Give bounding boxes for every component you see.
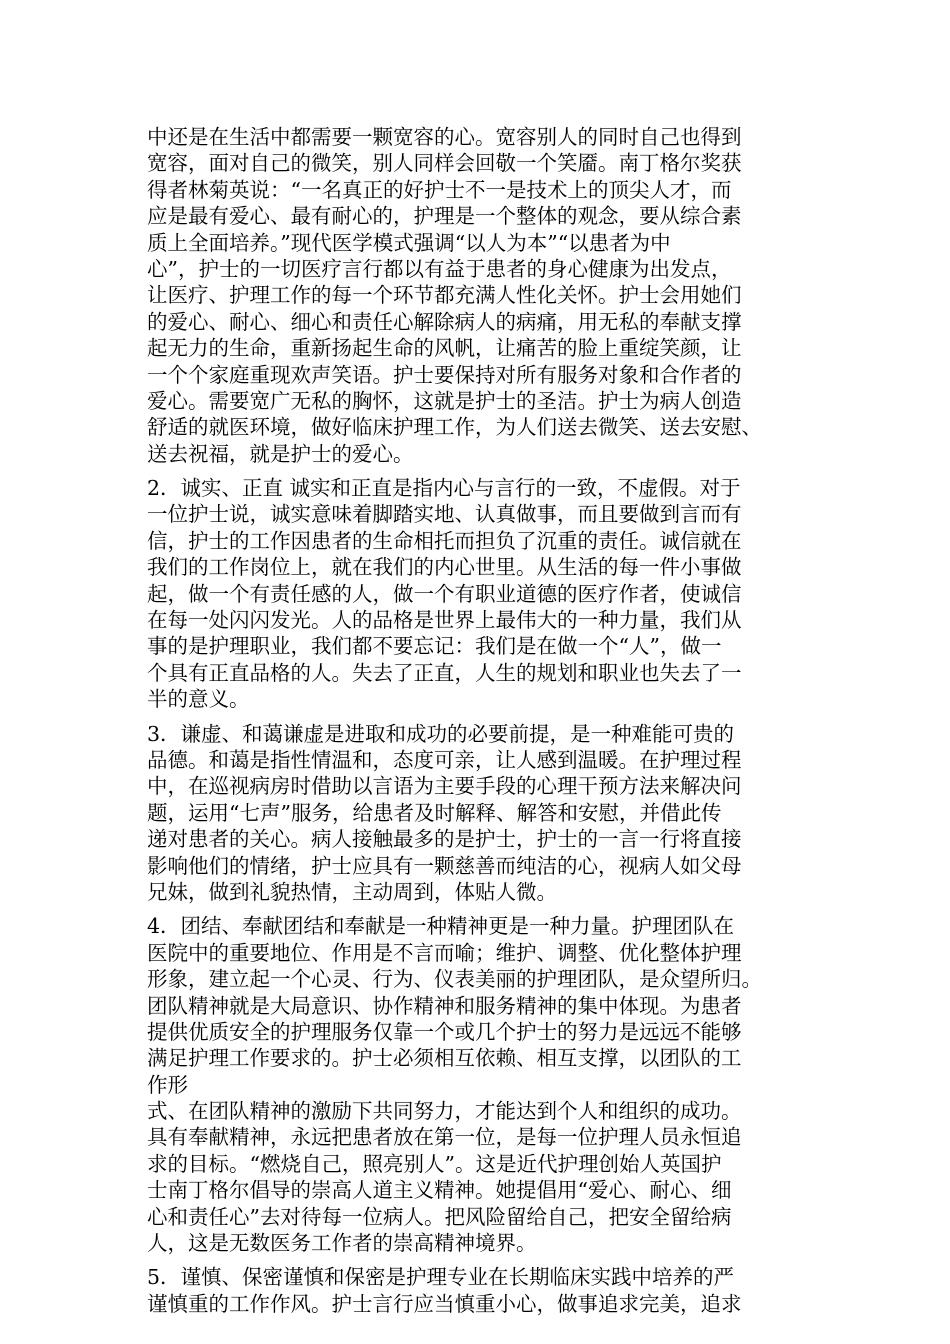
paragraph-gap (147, 713, 807, 721)
text-line: 中还是在生活中都需要一颗宽容的心。宽容别人的同时自己也得到 (147, 125, 742, 149)
text-line: 爱心。需要宽广无私的胸怀，这就是护士的圣洁。护士为病人创造 (147, 388, 742, 413)
text-line: 题，运用“七声”服务，给患者及时解释、解答和安慰，并借此传 (147, 800, 722, 825)
text-line: 起无力的生命，重新扬起生命的风帆，让痛苦的脸上重绽笑颜，让 (147, 336, 742, 361)
text-line: 得者林菊英说：“一名真正的好护士不一是技术上的顶尖人才，而 (147, 177, 732, 202)
text-line: 作形 (147, 1072, 188, 1097)
text-line: 满足护理工作要求的。护士必须相互依赖、相互支撑，以团队的工 (147, 1046, 742, 1071)
text-line: 一个个家庭重现欢声笑语。护士要保持对所有服务对象和合作者的 (147, 362, 742, 387)
text-line: 质上全面培养。”现代医学模式强调“以人为本”“以患者为中 (147, 230, 671, 255)
text-line: 形象，建立起一个心灵、行为、仪表美丽的护理团队，是众望所归。 (147, 967, 762, 992)
text-line: 起，做一个有责任感的人，做一个有职业道德的医疗作者，使诚信 (147, 581, 742, 606)
text-line: 3．谦虚、和蔼谦虚是进取和成功的必要前提，是一种难能可贵的 (147, 721, 735, 746)
text-line: 的爱心、耐心、细心和责任心解除病人的病痛，用无私的奉献支撑 (147, 309, 742, 334)
text-line: 具有奉献精神，永远把患者放在第一位，是每一位护理人员永恒追 (147, 1125, 742, 1150)
text-line: 人，这是无数医务工作者的崇高精神境界。 (147, 1231, 537, 1256)
text-line: 舒适的就医环境，做好临床护理工作，为人们送去微笑、送去安慰、 (147, 415, 762, 440)
text-line: 式、在团队精神的激励下共同努力，才能达到个人和组织的成功。 (147, 1099, 742, 1124)
text-line: 5．谨慎、保密谨慎和保密是护理专业在长期临床实践中培养的严 (147, 1265, 735, 1290)
text-line: 医院中的重要地位、作用是不言而喻；维护、调整、优化整体护理 (147, 940, 742, 965)
paragraph (147, 721, 807, 906)
paragraph (147, 1264, 807, 1317)
text-line: 送去祝福，就是护士的爱心。 (147, 441, 414, 466)
text-line: 士南丁格尔倡导的崇高人道主义精神。她提倡用“爱心、耐心、细 (147, 1178, 732, 1203)
paragraph (147, 124, 807, 467)
text-line: 应是最有爱心、最有耐心的，护理是一个整体的观念，要从综合素 (147, 204, 742, 229)
text-line: 让医疗、护理工作的每一个环节都充满人性化关怀。护士会用她们 (147, 283, 742, 308)
text-line: 信，护士的工作因患者的生命相托而担负了沉重的责任。诚信就在 (147, 528, 742, 553)
text-line: 在每一处闪闪发光。人的品格是世界上最伟大的一种力量，我们从 (147, 608, 742, 633)
document-body-text (147, 124, 807, 1317)
text-line: 提供优质安全的护理服务仅靠一个或几个护士的努力是远远不能够 (147, 1019, 742, 1044)
text-line: 谨慎重的工作作风。护士言行应当慎重小心，做事追求完美，追求 (147, 1291, 742, 1316)
text-line: 品德。和蔼是指性情温和，态度可亲，让人感到温暖。在护理过程 (147, 747, 742, 772)
text-line: 影响他们的情绪，护士应具有一颗慈善而纯洁的心，视病人如父母 (147, 853, 742, 878)
text-line: 心”，护士的一切医疗言行都以有益于患者的身心健康为出发点， (147, 256, 732, 281)
paragraph (147, 475, 807, 713)
text-line: 半的意义。 (147, 687, 250, 712)
text-line: 递对患者的关心。病人接触最多的是护士，护士的一言一行将直接 (147, 827, 742, 852)
paragraph-gap (147, 905, 807, 913)
text-line: 我们的工作岗位上，就在我们的内心世里。从生活的每一件小事做 (147, 555, 742, 580)
text-line: 求的目标。“燃烧自己，照亮别人”。这是近代护理创始人英国护 (147, 1151, 722, 1176)
paragraph-gap (147, 467, 807, 475)
paragraph (147, 913, 807, 1256)
text-line: 团队精神就是大局意识、协作精神和服务精神的集中体现。为患者 (147, 993, 742, 1018)
text-line: 事的是护理职业，我们都不要忘记：我们是在做一个“人”，做一 (147, 634, 722, 659)
text-line: 2．诚实、正直 诚实和正直是指内心与言行的一致，不虚假。对于 (147, 476, 741, 501)
text-line: 宽容，面对自己的微笑，别人同样会回敬一个笑靥。南丁格尔奖获 (147, 151, 742, 176)
text-line: 个具有正直品格的人。失去了正直，人生的规划和职业也失去了一 (147, 660, 742, 685)
text-line: 兄妹，做到礼貌热情，主动周到，体贴人微。 (147, 879, 557, 904)
text-line: 心和责任心”去对待每一位病人。把风险留给自己，把安全留给病 (147, 1204, 732, 1229)
text-line: 中，在巡视病房时借助以言语为主要手段的心理干预方法来解决问 (147, 774, 742, 799)
text-line: 4．团结、奉献团结和奉献是一种精神更是一种力量。护理团队在 (147, 914, 735, 939)
paragraph-gap (147, 1256, 807, 1264)
text-line: 一位护士说，诚实意味着脚踏实地、认真做事，而且要做到言而有 (147, 502, 742, 527)
